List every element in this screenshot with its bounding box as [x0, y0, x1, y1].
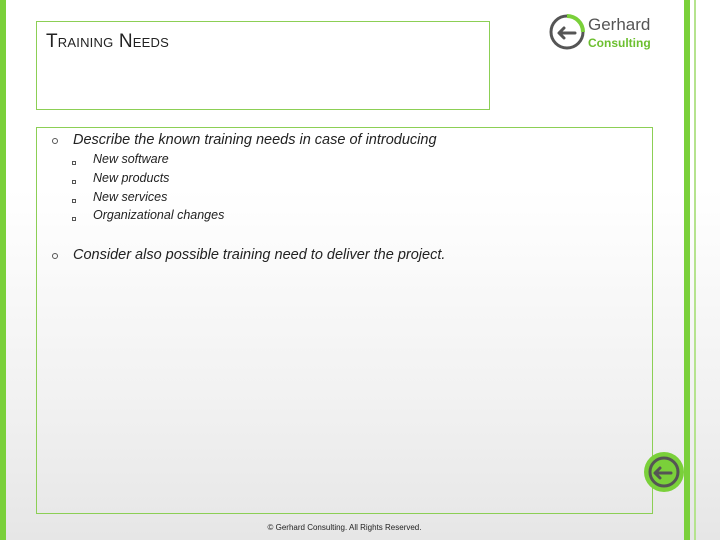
logo-badge-icon — [642, 450, 686, 494]
sub-bullet-marker — [72, 199, 76, 203]
company-logo — [548, 12, 668, 54]
sub-bullet-marker — [72, 161, 76, 165]
logo-name: Gerhard — [588, 15, 651, 34]
title-box — [36, 21, 490, 110]
logo-subtitle: Consulting — [588, 36, 651, 50]
right-accent-line — [694, 0, 696, 540]
sub-bullet-text: New software — [93, 152, 169, 166]
sub-bullet-text: New services — [93, 190, 168, 204]
logo-icon — [548, 12, 586, 52]
left-accent-bar — [0, 0, 6, 540]
sub-bullet-text: New products — [93, 171, 170, 185]
content-box — [36, 127, 653, 532]
bullet-text: Consider also possible training need to deliver the project. — [73, 247, 446, 263]
bullet-marker — [52, 253, 58, 259]
sub-bullet-marker — [72, 217, 76, 221]
slide-title: Training Needs — [46, 31, 169, 52]
sub-bullet-marker — [72, 180, 76, 184]
sub-bullet-text: Organizational changes — [93, 208, 225, 222]
footer-copyright: © Gerhard Consulting. All Rights Reserved. — [267, 523, 422, 532]
bullet-marker — [52, 138, 58, 144]
bullet-text: Describe the known training needs in case of introducing — [73, 132, 437, 148]
